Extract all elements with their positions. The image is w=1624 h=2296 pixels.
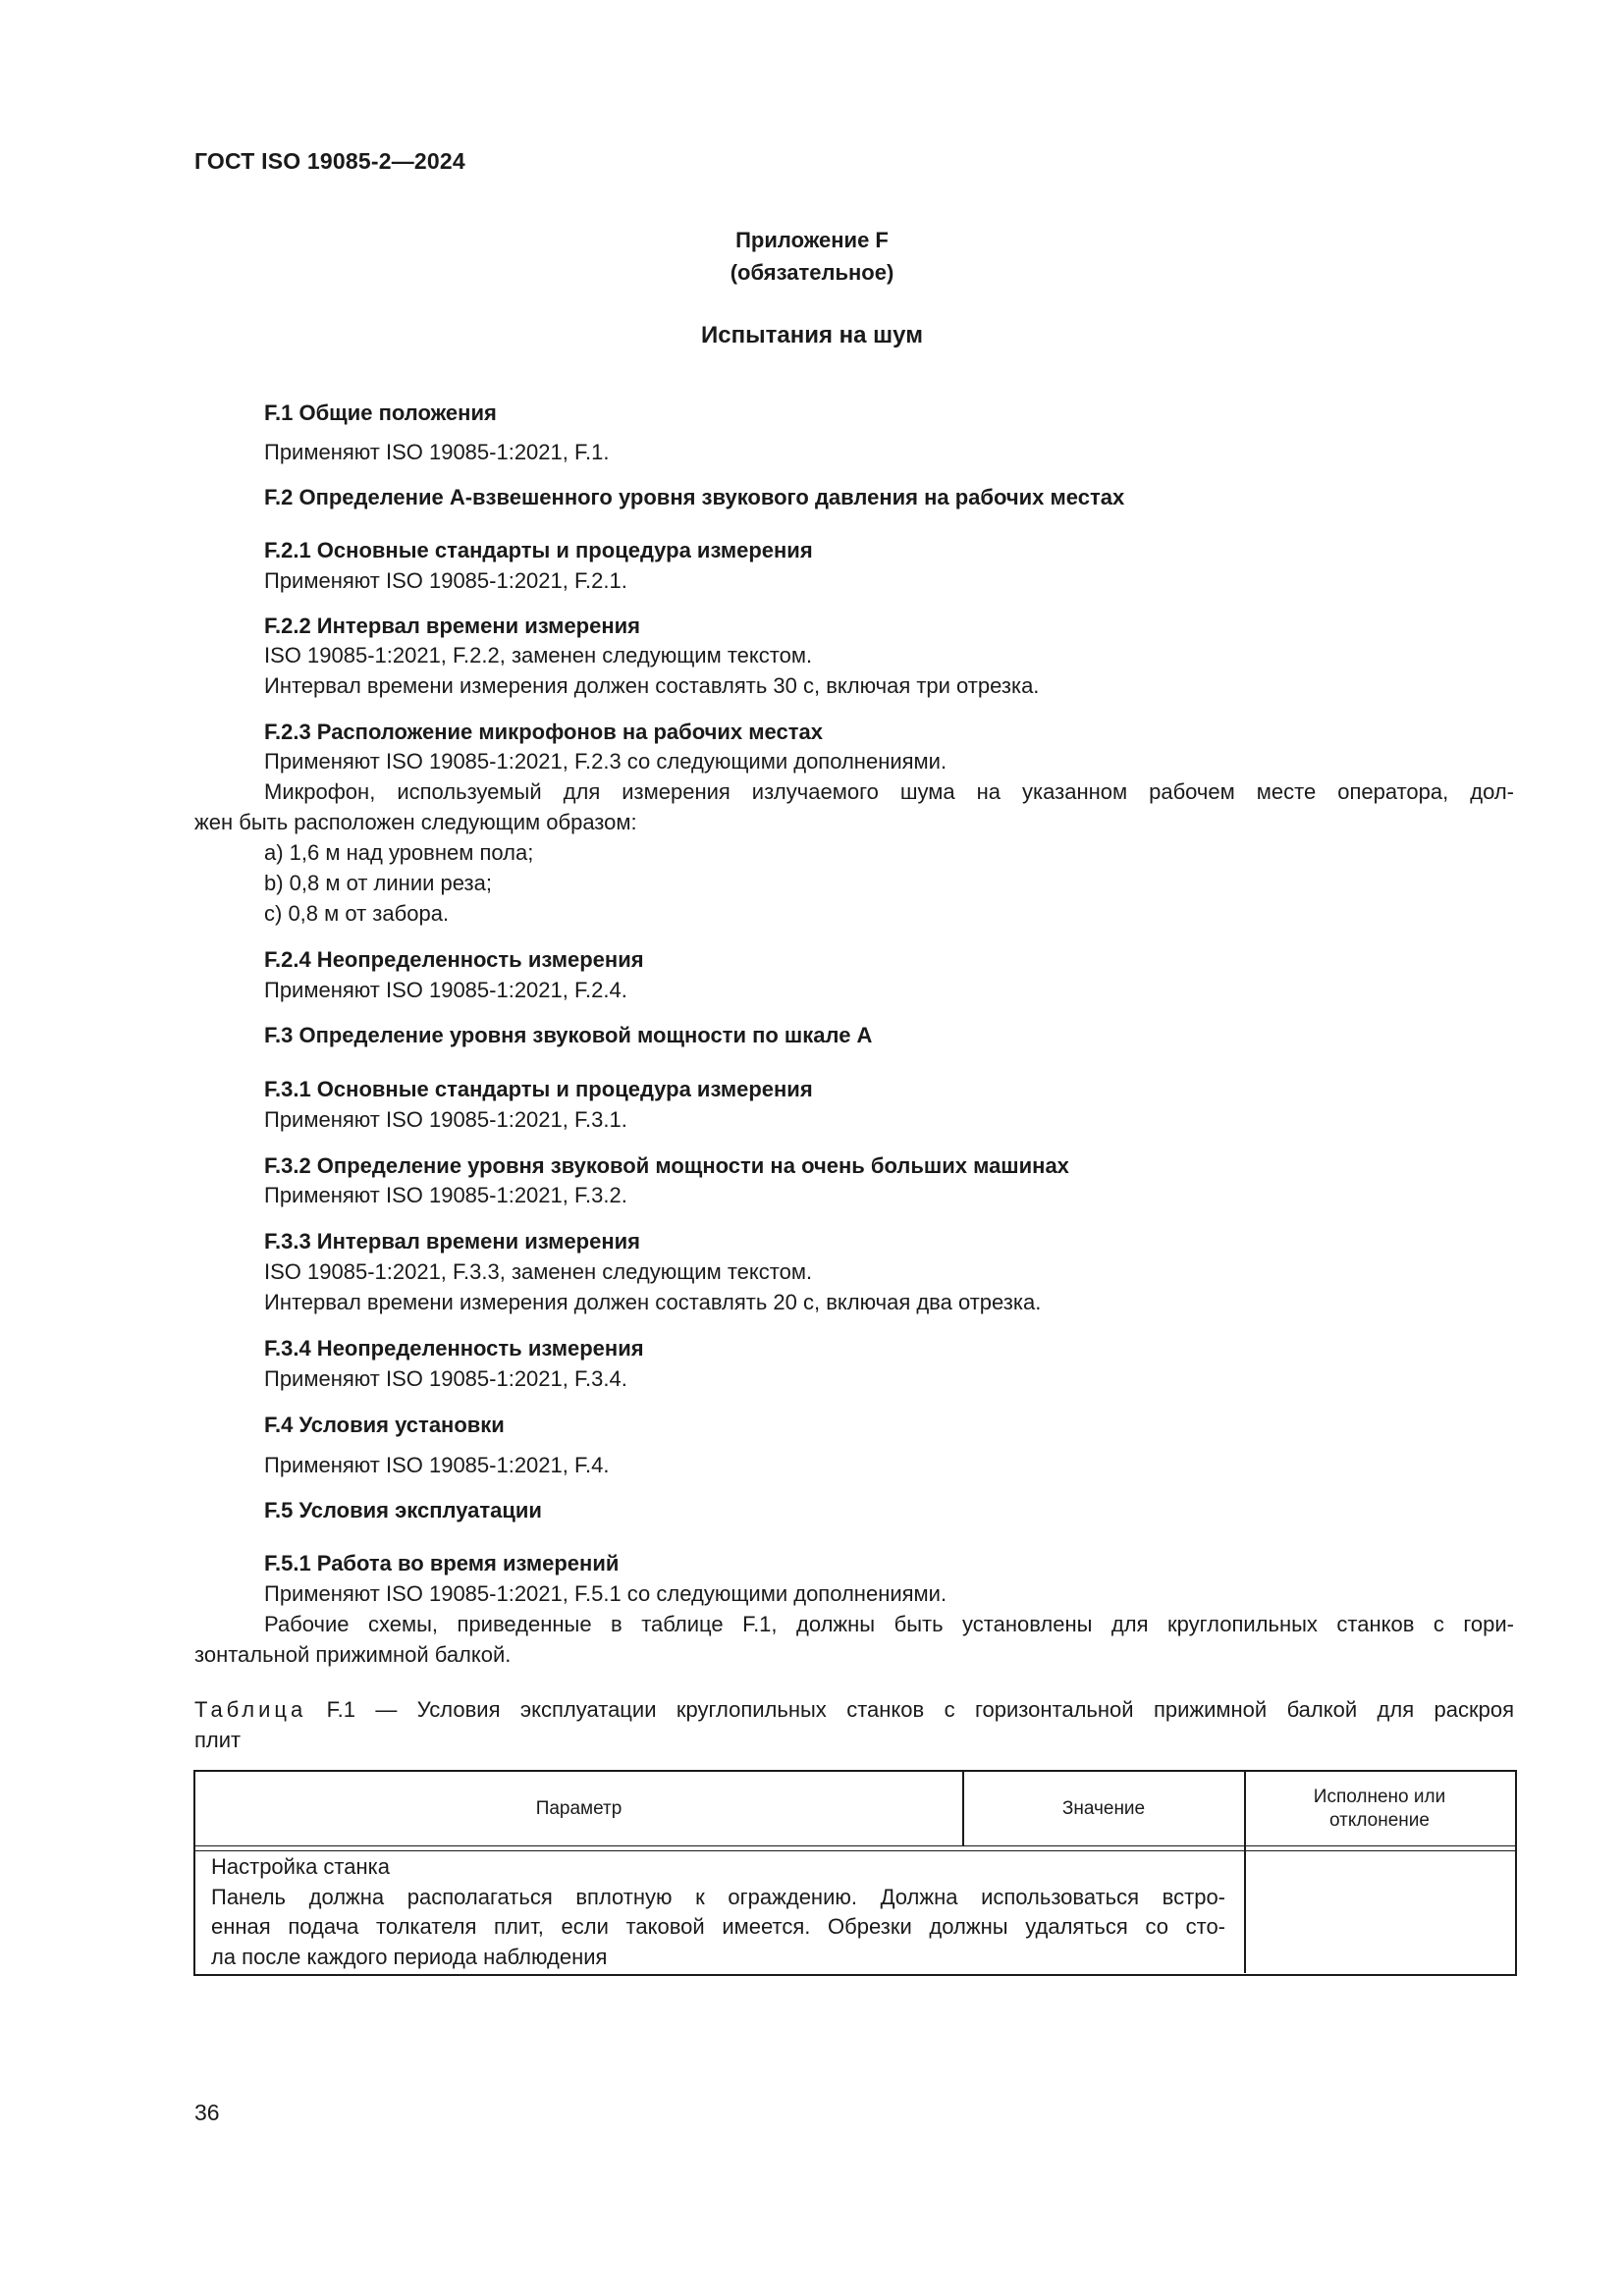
section-f23-text-1: Применяют ISO 19085-1:2021, F.2.3 со следующими дополнениями. — [264, 749, 947, 774]
table-header-done — [1245, 1772, 1514, 1845]
section-f22-title: F.2.2 Интервал времени измерения — [264, 614, 641, 638]
section-f21-text: Применяют ISO 19085-1:2021, F.2.1. — [264, 568, 627, 593]
section-f23-text-2b: жен быть расположен следующим образом: — [194, 810, 637, 834]
section-f33-title: F.3.3 Интервал времени измерения — [264, 1229, 641, 1254]
section-f5-title: F.5 Условия эксплуатации — [264, 1498, 542, 1522]
table-header-value: Значение — [1061, 1797, 1146, 1819]
table-caption-line-2: плит — [194, 1728, 242, 1752]
section-f31-text: Применяют ISO 19085-1:2021, F.3.1. — [264, 1107, 627, 1132]
table-caption-line-1 — [194, 1697, 1514, 1723]
section-f51-text-1: Применяют ISO 19085-1:2021, F.5.1 со следующими дополнениями. — [264, 1581, 947, 1606]
section-f22-text-1: ISO 19085-1:2021, F.2.2, заменен следующим текстом. — [264, 643, 813, 667]
annex-heading: Испытания на шум — [701, 322, 923, 348]
list-item-c: c) 0,8 м от забора. — [264, 901, 450, 926]
section-f51-text-2a: Рабочие схемы, приведенные в таблице F.1, должны быть установлены для круглопильных станков с гори- — [264, 1612, 1514, 1636]
table-caption-text: F.1 — Условия эксплуатации круглопильных станков с горизонтальной прижимной балкой для раскроя — [326, 1697, 1514, 1722]
table-row-1-line-4: ла после каждого периода наблюдения — [211, 1945, 608, 1969]
section-f22-text-2: Интервал времени измерения должен составлять 30 с, включая три отрезка. — [264, 673, 1040, 698]
table-f1 — [193, 1770, 1517, 1976]
document-code: ГОСТ ISO 19085-2—2024 — [194, 148, 465, 174]
section-f4-title: F.4 Условия установки — [264, 1413, 505, 1437]
section-f51-title: F.5.1 Работа во время измерений — [264, 1551, 620, 1575]
annex-status: (обязательное) — [730, 260, 894, 285]
table-header-done-line-2: отклонение — [1329, 1809, 1430, 1831]
section-f31-title: F.3.1 Основные стандарты и процедура измерения — [264, 1077, 813, 1101]
section-f32-title: F.3.2 Определение уровня звуковой мощности на очень больших машинах — [264, 1153, 1069, 1178]
table-header-done-line-1: Исполнено или — [1313, 1786, 1446, 1807]
table-row-1-line-2: Панель должна располагаться вплотную к ограждению. Должна использоваться встро- — [211, 1885, 1225, 1909]
section-f32-text: Применяют ISO 19085-1:2021, F.3.2. — [264, 1183, 627, 1207]
table-header-parameter: Параметр — [535, 1797, 623, 1819]
section-f33-text-1: ISO 19085-1:2021, F.3.3, заменен следующим текстом. — [264, 1259, 813, 1284]
table-header-divider — [195, 1845, 1515, 1851]
section-f1-title: F.1 Общие положения — [264, 400, 497, 425]
table-caption-label: Таблица — [194, 1697, 307, 1722]
section-f33-text-2: Интервал времени измерения должен составлять 20 с, включая два отрезка. — [264, 1290, 1042, 1314]
section-f4-text: Применяют ISO 19085-1:2021, F.4. — [264, 1453, 610, 1477]
section-f23-text-2a: Микрофон, используемый для измерения излучаемого шума на указанном рабочем месте оператора, дол- — [264, 779, 1514, 804]
table-row-1-line-3: енная подача толкателя плит, если таковой имеется. Обрезки должны удаляться со сто- — [211, 1914, 1225, 1939]
section-f24-text: Применяют ISO 19085-1:2021, F.2.4. — [264, 978, 627, 1002]
section-f23-title: F.2.3 Расположение микрофонов на рабочих местах — [264, 720, 823, 744]
section-f1-text: Применяют ISO 19085-1:2021, F.1. — [264, 440, 610, 464]
section-f3-title: F.3 Определение уровня звуковой мощности по шкале А — [264, 1023, 873, 1047]
list-item-a: a) 1,6 м над уровнем пола; — [264, 840, 534, 865]
table-row-1-title: Настройка станка — [211, 1854, 390, 1879]
annex-title: Приложение F — [735, 228, 889, 252]
page-number: 36 — [194, 2100, 220, 2125]
section-f21-title: F.2.1 Основные стандарты и процедура измерения — [264, 538, 813, 562]
section-f24-title: F.2.4 Неопределенность измерения — [264, 947, 644, 972]
section-f34-text: Применяют ISO 19085-1:2021, F.3.4. — [264, 1366, 627, 1391]
section-f34-title: F.3.4 Неопределенность измерения — [264, 1336, 644, 1361]
list-item-b: b) 0,8 м от линии реза; — [264, 871, 492, 895]
section-f51-text-2b: зонтальной прижимной балкой. — [194, 1642, 512, 1667]
section-f2-title: F.2 Определение А-взвешенного уровня звукового давления на рабочих местах — [264, 485, 1125, 509]
